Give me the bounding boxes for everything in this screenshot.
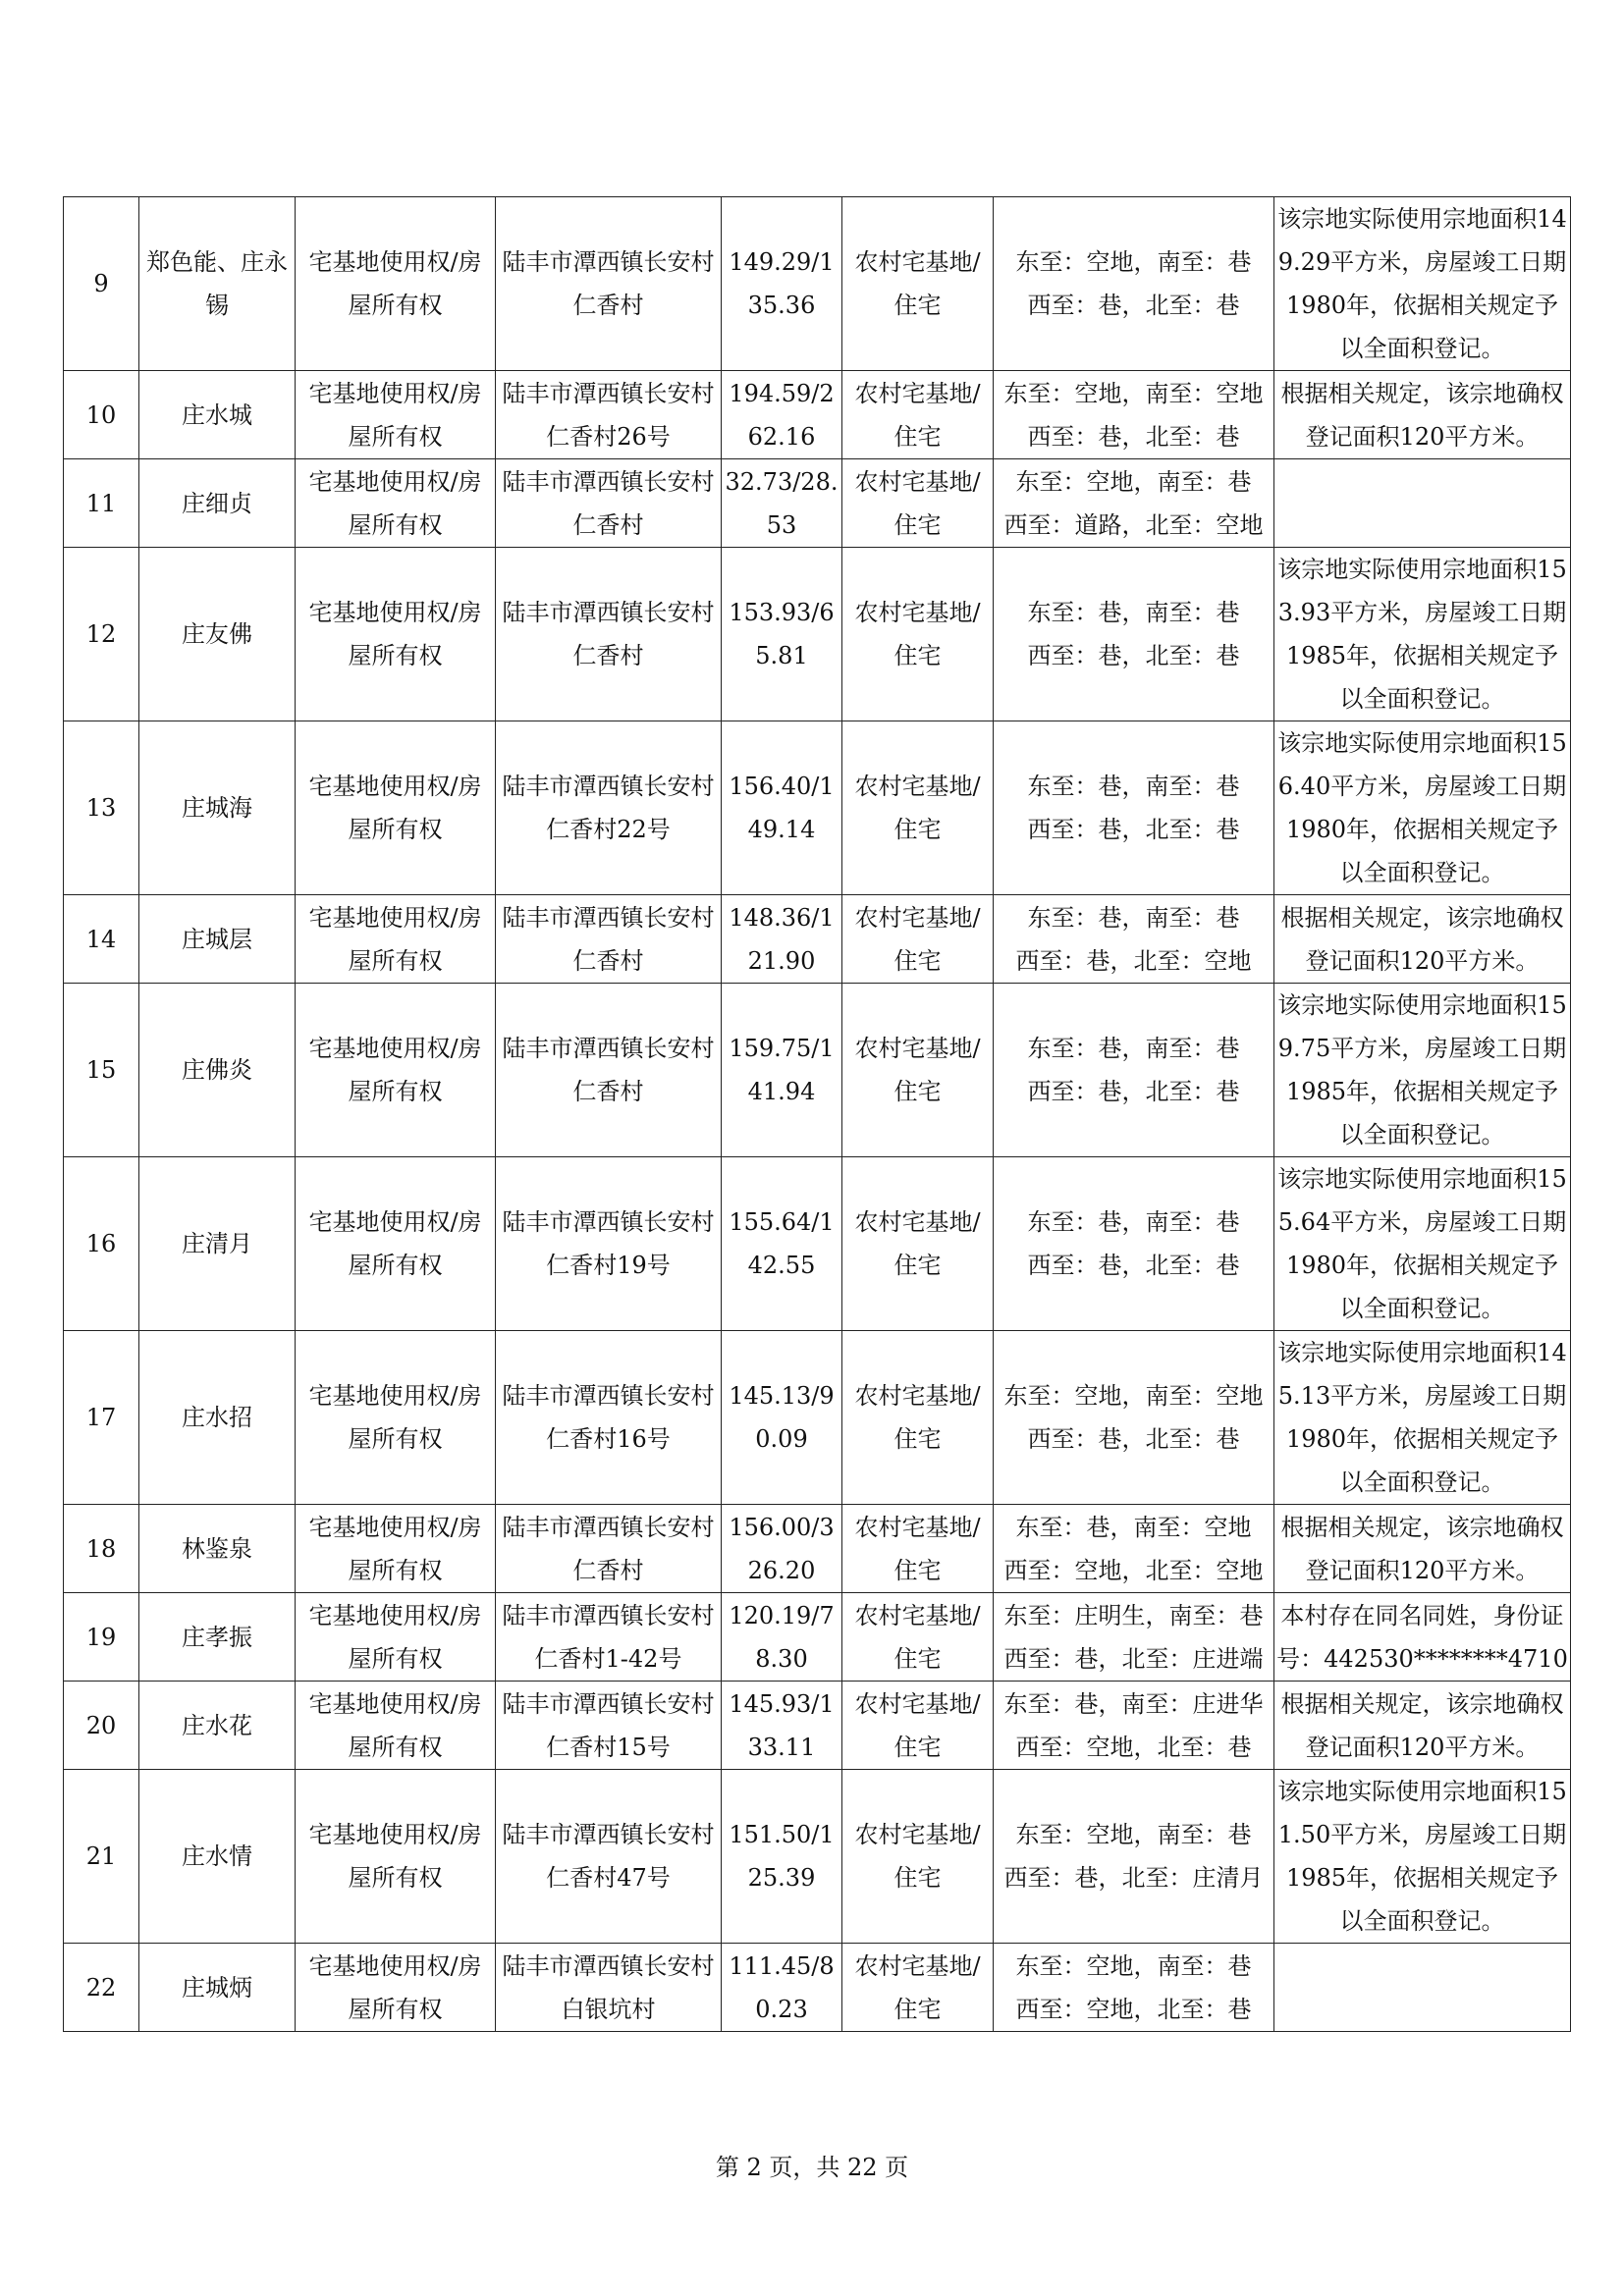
land-use-cell: 农村宅基地/住宅 bbox=[842, 371, 994, 459]
location-cell: 陆丰市潭西镇长安村仁香村26号 bbox=[496, 371, 722, 459]
table-row bbox=[64, 371, 1571, 459]
row-number-cell: 15 bbox=[64, 984, 139, 1157]
right-type-cell: 宅基地使用权/房屋所有权 bbox=[296, 895, 496, 984]
location-cell: 陆丰市潭西镇长安村仁香村15号 bbox=[496, 1682, 722, 1770]
note-cell: 根据相关规定，该宗地确权登记面积120平方米。 bbox=[1274, 895, 1571, 984]
right-type-cell: 宅基地使用权/房屋所有权 bbox=[296, 1682, 496, 1770]
owner-name-cell: 庄水情 bbox=[139, 1770, 296, 1944]
location-cell: 陆丰市潭西镇长安村仁香村47号 bbox=[496, 1770, 722, 1944]
right-type-cell: 宅基地使用权/房屋所有权 bbox=[296, 197, 496, 371]
boundary-cell: 东至：空地，南至：巷 西至：巷，北至：庄清月 bbox=[994, 1770, 1274, 1944]
note-cell: 该宗地实际使用宗地面积153.93平方米，房屋竣工日期1985年，依据相关规定予以全面积登记。 bbox=[1274, 548, 1571, 721]
note-cell: 本村存在同名同姓，身份证号：442530********4710 bbox=[1274, 1593, 1571, 1682]
table-row bbox=[64, 1593, 1571, 1682]
area-cell: 155.64/142.55 bbox=[722, 1157, 842, 1331]
boundary-cell: 东至：巷，南至：庄进华 西至：空地，北至：巷 bbox=[994, 1682, 1274, 1770]
right-type-cell: 宅基地使用权/房屋所有权 bbox=[296, 984, 496, 1157]
row-number-cell: 10 bbox=[64, 371, 139, 459]
location-cell: 陆丰市潭西镇长安村仁香村 bbox=[496, 197, 722, 371]
boundary-cell: 东至：空地，南至：巷 西至：道路，北至：空地 bbox=[994, 459, 1274, 548]
row-number-cell: 14 bbox=[64, 895, 139, 984]
boundary-cell: 东至：空地，南至：巷 西至：空地，北至：巷 bbox=[994, 1944, 1274, 2032]
area-cell: 151.50/125.39 bbox=[722, 1770, 842, 1944]
row-number-cell: 21 bbox=[64, 1770, 139, 1944]
note-cell: 根据相关规定，该宗地确权登记面积120平方米。 bbox=[1274, 1505, 1571, 1593]
table-row bbox=[64, 1682, 1571, 1770]
location-cell: 陆丰市潭西镇长安村仁香村16号 bbox=[496, 1331, 722, 1505]
table-row bbox=[64, 1770, 1571, 1944]
table-row bbox=[64, 984, 1571, 1157]
boundary-cell: 东至：空地，南至：空地 西至：巷，北至：巷 bbox=[994, 371, 1274, 459]
note-cell: 该宗地实际使用宗地面积145.13平方米，房屋竣工日期1980年，依据相关规定予以全面积登记。 bbox=[1274, 1331, 1571, 1505]
right-type-cell: 宅基地使用权/房屋所有权 bbox=[296, 1944, 496, 2032]
location-cell: 陆丰市潭西镇长安村白银坑村 bbox=[496, 1944, 722, 2032]
location-cell: 陆丰市潭西镇长安村仁香村19号 bbox=[496, 1157, 722, 1331]
area-cell: 145.93/133.11 bbox=[722, 1682, 842, 1770]
note-cell bbox=[1274, 459, 1571, 548]
row-number-cell: 12 bbox=[64, 548, 139, 721]
right-type-cell: 宅基地使用权/房屋所有权 bbox=[296, 548, 496, 721]
owner-name-cell: 郑色能、庄永锡 bbox=[139, 197, 296, 371]
location-cell: 陆丰市潭西镇长安村仁香村 bbox=[496, 459, 722, 548]
location-cell: 陆丰市潭西镇长安村仁香村 bbox=[496, 984, 722, 1157]
boundary-cell: 东至：空地，南至：巷 西至：巷，北至：巷 bbox=[994, 197, 1274, 371]
land-use-cell: 农村宅基地/住宅 bbox=[842, 548, 994, 721]
area-cell: 148.36/121.90 bbox=[722, 895, 842, 984]
row-number-cell: 19 bbox=[64, 1593, 139, 1682]
area-cell: 111.45/80.23 bbox=[722, 1944, 842, 2032]
area-cell: 156.40/149.14 bbox=[722, 721, 842, 895]
row-number-cell: 13 bbox=[64, 721, 139, 895]
table-row bbox=[64, 1505, 1571, 1593]
row-number-cell: 20 bbox=[64, 1682, 139, 1770]
boundary-cell: 东至：巷，南至：巷 西至：巷，北至：巷 bbox=[994, 1157, 1274, 1331]
owner-name-cell: 庄城炳 bbox=[139, 1944, 296, 2032]
land-use-cell: 农村宅基地/住宅 bbox=[842, 1770, 994, 1944]
land-use-cell: 农村宅基地/住宅 bbox=[842, 459, 994, 548]
land-use-cell: 农村宅基地/住宅 bbox=[842, 1157, 994, 1331]
right-type-cell: 宅基地使用权/房屋所有权 bbox=[296, 1157, 496, 1331]
right-type-cell: 宅基地使用权/房屋所有权 bbox=[296, 721, 496, 895]
area-cell: 32.73/28.53 bbox=[722, 459, 842, 548]
boundary-cell: 东至：巷，南至：巷 西至：巷，北至：巷 bbox=[994, 984, 1274, 1157]
right-type-cell: 宅基地使用权/房屋所有权 bbox=[296, 1331, 496, 1505]
boundary-cell: 东至：巷，南至：空地 西至：空地，北至：空地 bbox=[994, 1505, 1274, 1593]
location-cell: 陆丰市潭西镇长安村仁香村22号 bbox=[496, 721, 722, 895]
boundary-cell: 东至：巷，南至：巷 西至：巷，北至：空地 bbox=[994, 895, 1274, 984]
table-row bbox=[64, 548, 1571, 721]
land-use-cell: 农村宅基地/住宅 bbox=[842, 1682, 994, 1770]
area-cell: 159.75/141.94 bbox=[722, 984, 842, 1157]
note-cell: 该宗地实际使用宗地面积156.40平方米，房屋竣工日期1980年，依据相关规定予以全面积登记。 bbox=[1274, 721, 1571, 895]
row-number-cell: 16 bbox=[64, 1157, 139, 1331]
owner-name-cell: 庄友佛 bbox=[139, 548, 296, 721]
table-row bbox=[64, 459, 1571, 548]
location-cell: 陆丰市潭西镇长安村仁香村 bbox=[496, 895, 722, 984]
land-use-cell: 农村宅基地/住宅 bbox=[842, 1593, 994, 1682]
table-row bbox=[64, 1331, 1571, 1505]
boundary-cell: 东至：巷，南至：巷 西至：巷，北至：巷 bbox=[994, 721, 1274, 895]
owner-name-cell: 庄水花 bbox=[139, 1682, 296, 1770]
page-footer: 第 2 页，共 22 页 bbox=[715, 2154, 909, 2181]
land-use-cell: 农村宅基地/住宅 bbox=[842, 895, 994, 984]
owner-name-cell: 庄水招 bbox=[139, 1331, 296, 1505]
land-use-cell: 农村宅基地/住宅 bbox=[842, 1944, 994, 2032]
note-cell bbox=[1274, 1944, 1571, 2032]
table-row bbox=[64, 1944, 1571, 2032]
owner-name-cell: 庄佛炎 bbox=[139, 984, 296, 1157]
owner-name-cell: 庄孝振 bbox=[139, 1593, 296, 1682]
owner-name-cell: 庄水城 bbox=[139, 371, 296, 459]
land-use-cell: 农村宅基地/住宅 bbox=[842, 197, 994, 371]
area-cell: 153.93/65.81 bbox=[722, 548, 842, 721]
row-number-cell: 22 bbox=[64, 1944, 139, 2032]
note-cell: 该宗地实际使用宗地面积159.75平方米，房屋竣工日期1985年，依据相关规定予以全面积登记。 bbox=[1274, 984, 1571, 1157]
note-cell: 该宗地实际使用宗地面积155.64平方米，房屋竣工日期1980年，依据相关规定予以全面积登记。 bbox=[1274, 1157, 1571, 1331]
boundary-cell: 东至：巷，南至：巷 西至：巷，北至：巷 bbox=[994, 548, 1274, 721]
area-cell: 145.13/90.09 bbox=[722, 1331, 842, 1505]
owner-name-cell: 庄城层 bbox=[139, 895, 296, 984]
row-number-cell: 17 bbox=[64, 1331, 139, 1505]
table-row bbox=[64, 197, 1571, 371]
land-use-cell: 农村宅基地/住宅 bbox=[842, 721, 994, 895]
note-cell: 根据相关规定，该宗地确权登记面积120平方米。 bbox=[1274, 1682, 1571, 1770]
row-number-cell: 9 bbox=[64, 197, 139, 371]
land-use-cell: 农村宅基地/住宅 bbox=[842, 984, 994, 1157]
area-cell: 156.00/326.20 bbox=[722, 1505, 842, 1593]
owner-name-cell: 庄城海 bbox=[139, 721, 296, 895]
row-number-cell: 11 bbox=[64, 459, 139, 548]
registration-table bbox=[63, 196, 1571, 2032]
right-type-cell: 宅基地使用权/房屋所有权 bbox=[296, 1505, 496, 1593]
table-row bbox=[64, 721, 1571, 895]
owner-name-cell: 庄细贞 bbox=[139, 459, 296, 548]
right-type-cell: 宅基地使用权/房屋所有权 bbox=[296, 1593, 496, 1682]
table-row bbox=[64, 1157, 1571, 1331]
location-cell: 陆丰市潭西镇长安村仁香村 bbox=[496, 1505, 722, 1593]
location-cell: 陆丰市潭西镇长安村仁香村1-42号 bbox=[496, 1593, 722, 1682]
table-row bbox=[64, 895, 1571, 984]
land-use-cell: 农村宅基地/住宅 bbox=[842, 1331, 994, 1505]
owner-name-cell: 林鉴泉 bbox=[139, 1505, 296, 1593]
boundary-cell: 东至：庄明生，南至：巷 西至：巷，北至：庄进端 bbox=[994, 1593, 1274, 1682]
area-cell: 120.19/78.30 bbox=[722, 1593, 842, 1682]
land-use-cell: 农村宅基地/住宅 bbox=[842, 1505, 994, 1593]
area-cell: 194.59/262.16 bbox=[722, 371, 842, 459]
note-cell: 该宗地实际使用宗地面积151.50平方米，房屋竣工日期1985年，依据相关规定予以全面积登记。 bbox=[1274, 1770, 1571, 1944]
area-cell: 149.29/135.36 bbox=[722, 197, 842, 371]
note-cell: 该宗地实际使用宗地面积149.29平方米，房屋竣工日期1980年，依据相关规定予以全面积登记。 bbox=[1274, 197, 1571, 371]
right-type-cell: 宅基地使用权/房屋所有权 bbox=[296, 1770, 496, 1944]
right-type-cell: 宅基地使用权/房屋所有权 bbox=[296, 371, 496, 459]
note-cell: 根据相关规定，该宗地确权登记面积120平方米。 bbox=[1274, 371, 1571, 459]
location-cell: 陆丰市潭西镇长安村仁香村 bbox=[496, 548, 722, 721]
row-number-cell: 18 bbox=[64, 1505, 139, 1593]
owner-name-cell: 庄清月 bbox=[139, 1157, 296, 1331]
right-type-cell: 宅基地使用权/房屋所有权 bbox=[296, 459, 496, 548]
boundary-cell: 东至：空地，南至：空地 西至：巷，北至：巷 bbox=[994, 1331, 1274, 1505]
